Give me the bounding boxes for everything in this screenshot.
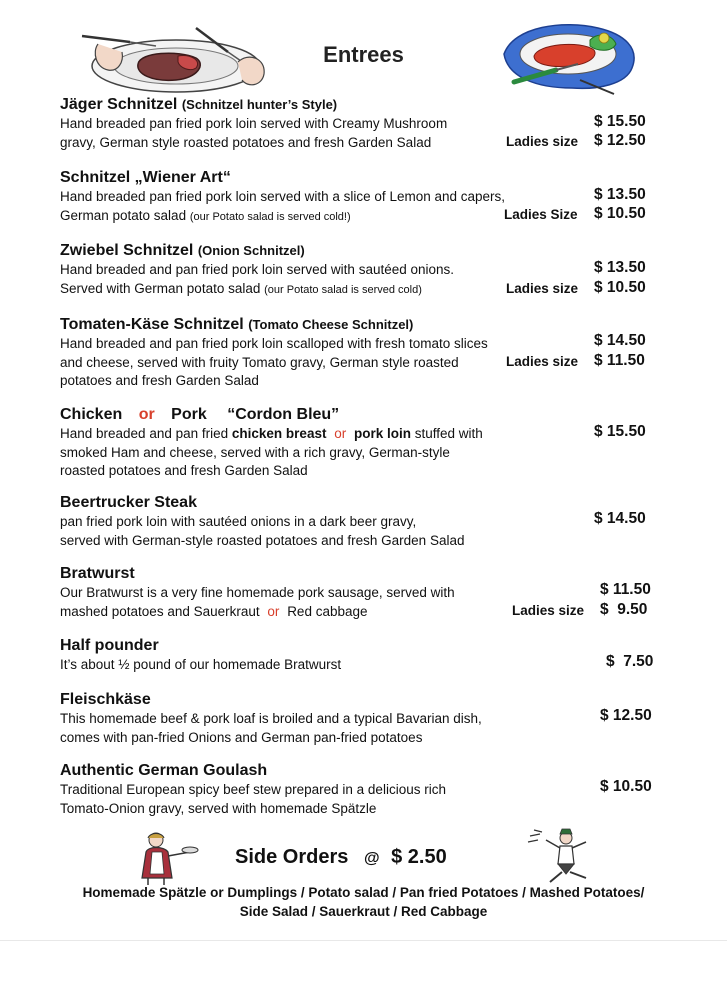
ladies-size-label: Ladies size: [506, 281, 579, 296]
price: $ 13.50: [594, 186, 646, 203]
item-description: This homemade beef & pork loaf is broiled and a typical Bavarian dish,: [60, 711, 482, 726]
side-orders-label: Side Orders: [235, 846, 349, 868]
item-description: comes with pan-fried Onions and German pan-fried potatoes: [60, 729, 423, 745]
item-description: Hand breaded and pan fried pork loin served with sautéed onions.: [60, 262, 455, 277]
item-description: Tomato-Onion gravy, served with homemade Spätzle: [60, 800, 377, 816]
price: $ 14.50: [594, 332, 646, 349]
ladies-size-price: $ 12.50: [594, 132, 646, 149]
ladies-size-price: $ 9.50: [600, 601, 648, 618]
item-description: smoked Ham and cheese, served with a rich gravy, German-style: [60, 444, 450, 460]
item-description: mashed potatoes and Sauerkraut: [60, 603, 260, 619]
item-description: Hand breaded and pan fried pork loin scalloped with fresh tomato slices: [60, 336, 488, 351]
menu-item-tomaten-kaese-schnitzel: [60, 314, 660, 391]
item-name: Half pounder: [60, 637, 159, 654]
item-note: (our Potato salad is served cold): [264, 283, 422, 296]
item-subtitle: (Onion Schnitzel): [197, 243, 305, 258]
ladies-size-price: $ 10.50: [594, 279, 646, 296]
item-description: German potato salad: [60, 207, 187, 223]
at-symbol: @: [363, 850, 380, 867]
item-name: Zwiebel Schnitzel: [60, 242, 194, 259]
ladies-size-label: Ladies size: [506, 134, 579, 149]
item-name: Bratwurst: [60, 565, 135, 582]
item-name: Beertrucker Steak: [60, 494, 197, 511]
ladies-size-label: Ladies size: [512, 603, 585, 618]
item-description: Served with German potato salad: [60, 280, 261, 296]
item-subtitle: (Schnitzel hunter’s Style): [181, 97, 338, 112]
menu-item-half-pounder: [60, 635, 660, 675]
or-word: or: [138, 406, 155, 423]
menu-item-cordon-bleu: [60, 404, 660, 481]
item-description: Hand breaded pan fried pork loin served with a slice of Lemon and capers,: [60, 189, 506, 204]
ladies-size-price: $ 11.50: [594, 352, 645, 369]
page-bottom-margin: [0, 940, 727, 1001]
item-name: “Cordon Bleu”: [227, 406, 340, 423]
side-orders-line: Homemade Spätzle or Dumplings / Potato salad / Pan fried Potatoes / Mashed Potatoes/: [82, 885, 645, 900]
item-description: gravy, German style roasted potatoes and fresh Garden Salad: [60, 134, 432, 150]
price: $ 11.50: [600, 581, 651, 598]
price: $ 15.50: [594, 113, 646, 130]
price: $ 7.50: [606, 653, 654, 670]
item-description: It’s about ½ pound of our homemade Bratwurst: [60, 657, 342, 672]
menu-item-german-goulash: [60, 760, 660, 818]
item-description: Traditional European spicy beef stew prepared in a delicious rich: [60, 782, 446, 797]
item-name: Chicken: [60, 406, 123, 423]
item-note: (our Potato salad is served cold!): [189, 210, 351, 223]
item-description: roasted potatoes and fresh Garden Salad: [60, 463, 308, 478]
item-description: served with German-style roasted potatoes and fresh Garden Salad: [60, 532, 465, 548]
menu-item-fleischkaese: [60, 689, 660, 747]
item-description: Hand breaded and pan fried: [60, 426, 229, 441]
dancer-illustration: [526, 826, 604, 886]
side-orders-line: Side Salad / Sauerkraut / Red Cabbage: [239, 903, 488, 919]
price: $ 15.50: [594, 423, 646, 440]
side-orders-price: $ 2.50: [391, 846, 447, 868]
menu-item-beertrucker-steak: [60, 492, 660, 550]
item-name: Pork: [171, 406, 207, 423]
price: $ 14.50: [594, 510, 646, 527]
item-description: and cheese, served with fruity Tomato gravy, German style roasted: [60, 354, 459, 370]
item-description: Hand breaded pan fried pork loin served with Creamy Mushroom: [60, 116, 448, 131]
item-name: Jäger Schnitzel: [60, 96, 178, 113]
item-description: Our Bratwurst is a very fine homemade pork sausage, served with: [60, 585, 455, 600]
ladies-size-label: Ladies Size: [504, 207, 578, 222]
item-description: pan fried pork loin with sautéed onions in a dark beer gravy,: [60, 514, 417, 529]
price: $ 12.50: [600, 707, 652, 724]
ladies-size-label: Ladies size: [506, 354, 579, 369]
waitress-illustration: [134, 830, 200, 886]
item-description-bold: pork loin: [354, 426, 411, 441]
or-word: or: [267, 603, 280, 619]
ladies-size-price: $ 10.50: [594, 205, 646, 222]
price: $ 13.50: [594, 259, 646, 276]
item-description-bold: chicken breast: [231, 426, 327, 441]
side-orders-title: [235, 846, 447, 869]
item-description: stuffed with: [414, 426, 483, 441]
item-description: potatoes and fresh Garden Salad: [60, 373, 259, 388]
price: $ 10.50: [600, 778, 652, 795]
item-name: Fleischkäse: [60, 691, 151, 708]
item-name: Schnitzel „Wiener Art“: [60, 169, 231, 186]
or-word: or: [334, 426, 347, 441]
page-title: Entrees: [323, 42, 404, 67]
item-description: Red cabbage: [287, 603, 368, 619]
item-name: Tomaten-Käse Schnitzel: [60, 316, 244, 333]
item-subtitle: (Tomato Cheese Schnitzel): [248, 317, 414, 332]
side-orders-list: [0, 884, 727, 921]
item-name: Authentic German Goulash: [60, 762, 268, 779]
